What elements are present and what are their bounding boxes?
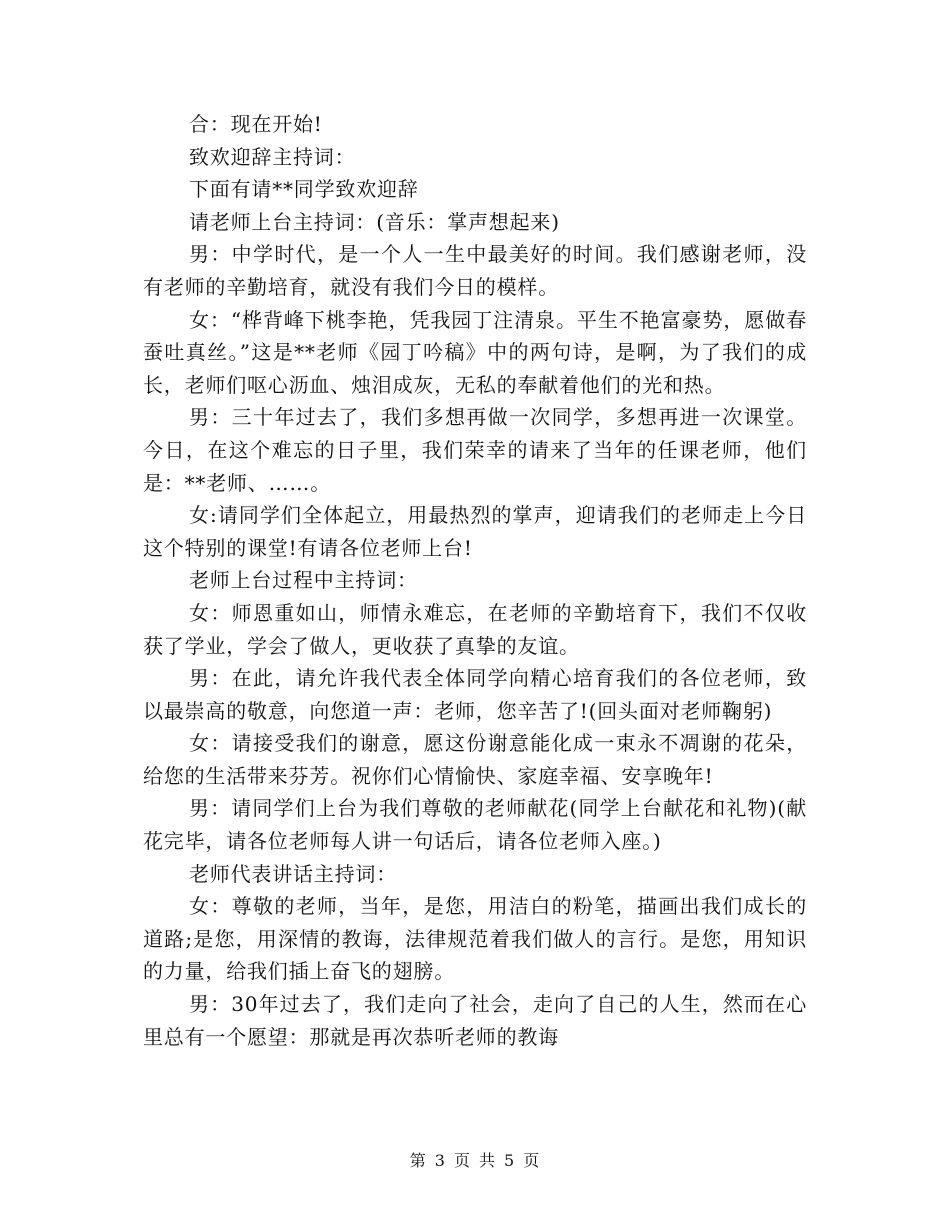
paragraph: 女：请接受我们的谢意，愿这份谢意能化成一束永不凋谢的花朵，给您的生活带来芬芳。祝你们心情愉快、家庭幸福、安享晚年!: [143, 731, 807, 788]
page-footer: [0, 1148, 950, 1171]
paragraph: 下面有请**同学致欢迎辞: [189, 177, 419, 202]
paragraph: 老师上台过程中主持词：: [189, 568, 418, 593]
current-page-number: 3: [434, 1151, 446, 1170]
paragraph: 老师代表讲话主持词：: [189, 861, 397, 886]
footer-prefix: 第: [409, 1151, 427, 1170]
footer-page-word: 页: [453, 1151, 471, 1170]
paragraph: 合：现在开始!: [189, 112, 323, 136]
paragraph: 男：中学时代，是一个人一生中最美好的时间。我们感谢老师，没有老师的辛勤培育，就没有我们今日的模样。: [143, 242, 807, 299]
paragraph: 男：请同学们上台为我们尊敬的老师献花(同学上台献花和礼物)(献花完毕，请各位老师每人讲一句话后，请各位老师入座。): [143, 796, 807, 854]
paragraph: 男：在此，请允许我代表全体同学向精心培育我们的各位老师，致以最崇高的敬意，向您道一声：老师，您辛苦了!(回头面对老师鞠躬): [143, 666, 807, 723]
paragraph: 女：师恩重如山，师情永难忘，在老师的辛勤培育下，我们不仅收获了学业，学会了做人，更收获了真挚的友谊。: [143, 600, 807, 658]
paragraph: 男：30年过去了，我们走向了社会，走向了自己的人生，然而在心里总有一个愿望：那就是再次恭听老师的教诲: [143, 992, 807, 1049]
paragraph: 女：尊敬的老师，当年，是您，用洁白的粉笔，描画出我们成长的道路;是您，用深情的教诲，法律规范着我们做人的言行。是您，用知识的力量，给我们插上奋飞的翅膀。: [143, 894, 807, 984]
footer-of-word: 共: [479, 1151, 497, 1170]
paragraph: 请老师上台主持词：(音乐：掌声想起来): [189, 209, 560, 234]
paragraph: 女:请同学们全体起立，用最热烈的掌声，迎请我们的老师走上今日这个特别的课堂!有请各位老师上台!: [143, 503, 807, 560]
body-text: [143, 108, 807, 1053]
paragraph: 女：“桦背峰下桃李艳，凭我园丁注清泉。平生不艳富豪势，愿做春蚕吐真丝。”这是**老师《园丁吟稿》中的两句诗，是啊，为了我们的成长，老师们呕心沥血、烛泪成灰，无私的奉献着他们的光和热。: [143, 307, 807, 397]
total-page-number: 5: [504, 1151, 516, 1170]
paragraph: 男：三十年过去了，我们多想再做一次同学，多想再进一次课堂。今日，在这个难忘的日子里，我们荣幸的请来了当年的任课老师，他们是：**老师、……。: [143, 405, 807, 495]
paragraph: 致欢迎辞主持词：: [189, 144, 356, 169]
footer-page-word-2: 页: [523, 1151, 541, 1170]
